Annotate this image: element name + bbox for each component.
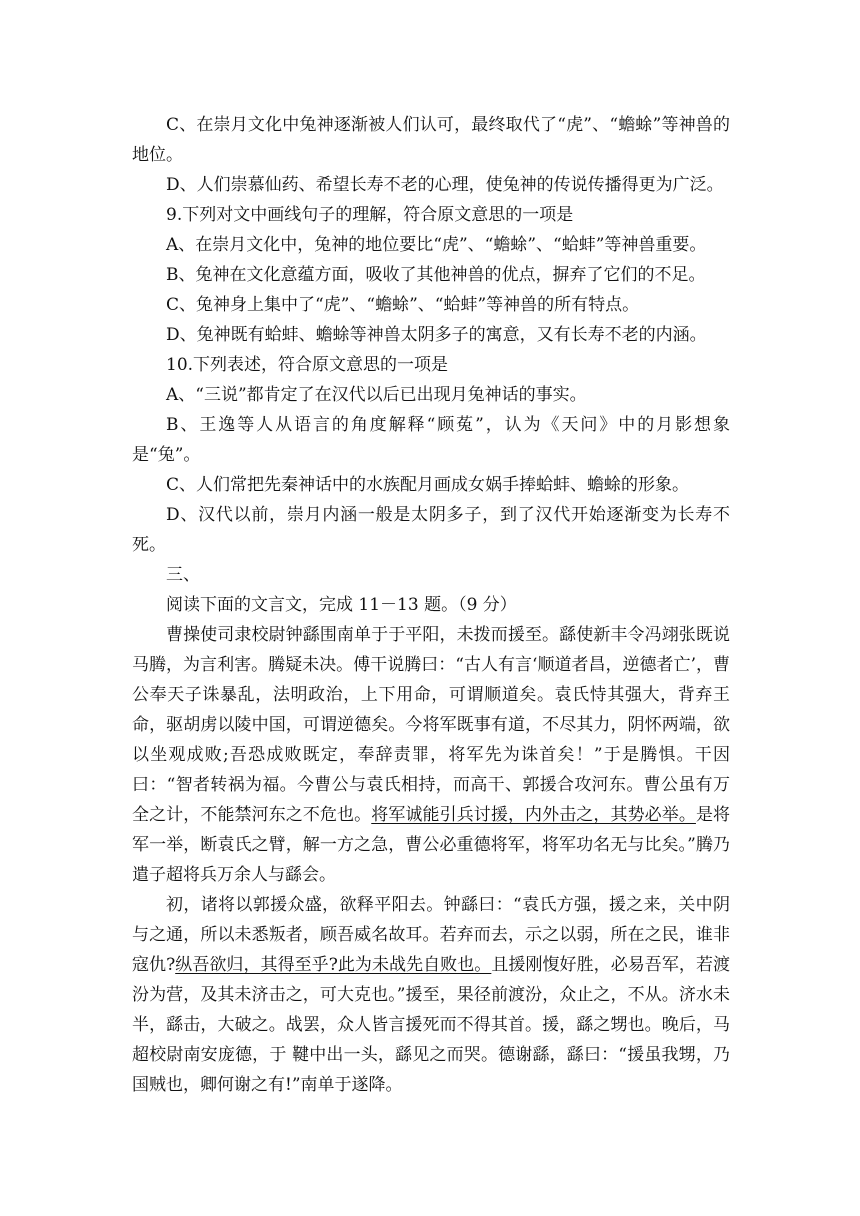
section-heading: 三、 xyxy=(166,565,200,585)
q10-option-a: A、“三说”都肯定了在汉代以后已出现月兔神话的事实。 xyxy=(166,385,587,405)
q9-option-c: C、兔神身上集中了“虎”、“蟾蜍”、“蛤蚌”等神兽的所有特点。 xyxy=(166,295,640,315)
passage-text: 是将军一举，断袁氏之臂，解一方之急，曹公必重德将军，将军功名无与比矣。”腾乃遣子超将兵万余人与繇会。 xyxy=(132,805,731,885)
q8-option-d: D、人们崇慕仙药、希望长寿不老的心理，使兔神的传说传播得更为广泛。 xyxy=(166,175,724,195)
section-instruction: 阅读下面的文言文，完成 11－13 题。（9 分） xyxy=(166,595,517,615)
document-page xyxy=(132,110,730,1100)
q9-option-d: D、兔神既有蛤蚌、蟾蜍等神兽太阴多子的寓意，又有长寿不老的内涵。 xyxy=(166,325,707,345)
passage-paragraph-2 xyxy=(132,890,730,1100)
q10-stem: 10.下列表述，符合原文意思的一项是 xyxy=(166,355,449,375)
q9-option-a: A、在崇月文化中，兔神的地位要比“虎”、“蟾蜍”、“蛤蚌”等神兽重要。 xyxy=(166,235,707,255)
q10-option-b: B、王逸等人从语言的角度解释“顾菟”，认为《天问》中的月影想象是“兔”。 xyxy=(132,415,730,465)
passage-text: 初，诸将以郭援众盛，欲释平阳去。钟繇曰：“袁氏方强，援之来，关中阴与之通，所以未悉叛者，顾吾威名故耳。若弃而去，示之以弱，所在之民，谁非寇仇? xyxy=(132,895,730,975)
q8-option-c: C、在崇月文化中兔神逐渐被人们认可，最终取代了“虎”、“蟾蜍”等神兽的地位。 xyxy=(132,115,730,165)
q10-option-d: D、汉代以前，崇月内涵一般是太阴多子，到了汉代开始逐渐变为长寿不死。 xyxy=(132,505,730,555)
q9-stem: 9.下列对文中画线句子的理解，符合原文意思的一项是 xyxy=(166,205,574,225)
underlined-sentence: 将军诚能引兵讨援，内外击之，其势必举。 xyxy=(371,805,696,825)
passage-text: 曹操使司隶校尉钟繇围南单于于平阳，未拨而援至。繇使新丰令冯翊张既说马腾，为言利害。腾疑未决。傅干说腾曰：“古人有言‘顺道者昌，逆德者亡’，曹公奉天子诛暴乱，法明政治，上下用命，可谓顺道矣。袁氏恃其强大，背弃王命，驱胡虏以陵中国，可谓逆德矣。今将军既事有道，不尽其力，阴怀两端，欲以坐观成败;吾恐成败既定，奉辞责罪，将军先为诛首矣！”于是腾惧。干因曰：“智者转祸为福。今曹公与袁氏相持，而高干、郭援合攻河东。曹公虽有万全之计，不能禁河东之不危也。 xyxy=(132,625,730,825)
q10-option-c: C、人们常把先秦神话中的水族配月画成女娲手捧蛤蚌、蟾蜍的形象。 xyxy=(166,475,690,495)
passage-paragraph-1 xyxy=(132,620,730,890)
q9-option-b: B、兔神在文化意蕴方面，吸收了其他神兽的优点，摒弃了它们的不足。 xyxy=(166,265,706,285)
underlined-sentence: 纵吾欲归，其得至乎?此为未战先自败也。 xyxy=(175,955,492,975)
passage-text: 且援刚愎好胜，必易吾军，若渡汾为营，及其未济击之，可大克也。”援至，果径前渡汾，众止之，不从。济水未半，繇击，大破之。战罢，众人皆言援死而不得其首。援，繇之甥也。晚后，马超校尉南安庞德，于 鞬中出一头，繇见之而哭。德谢繇，繇曰：“援虽我甥，乃国贼也，卿何谢之有!”南单于遂降。 xyxy=(132,955,730,1095)
